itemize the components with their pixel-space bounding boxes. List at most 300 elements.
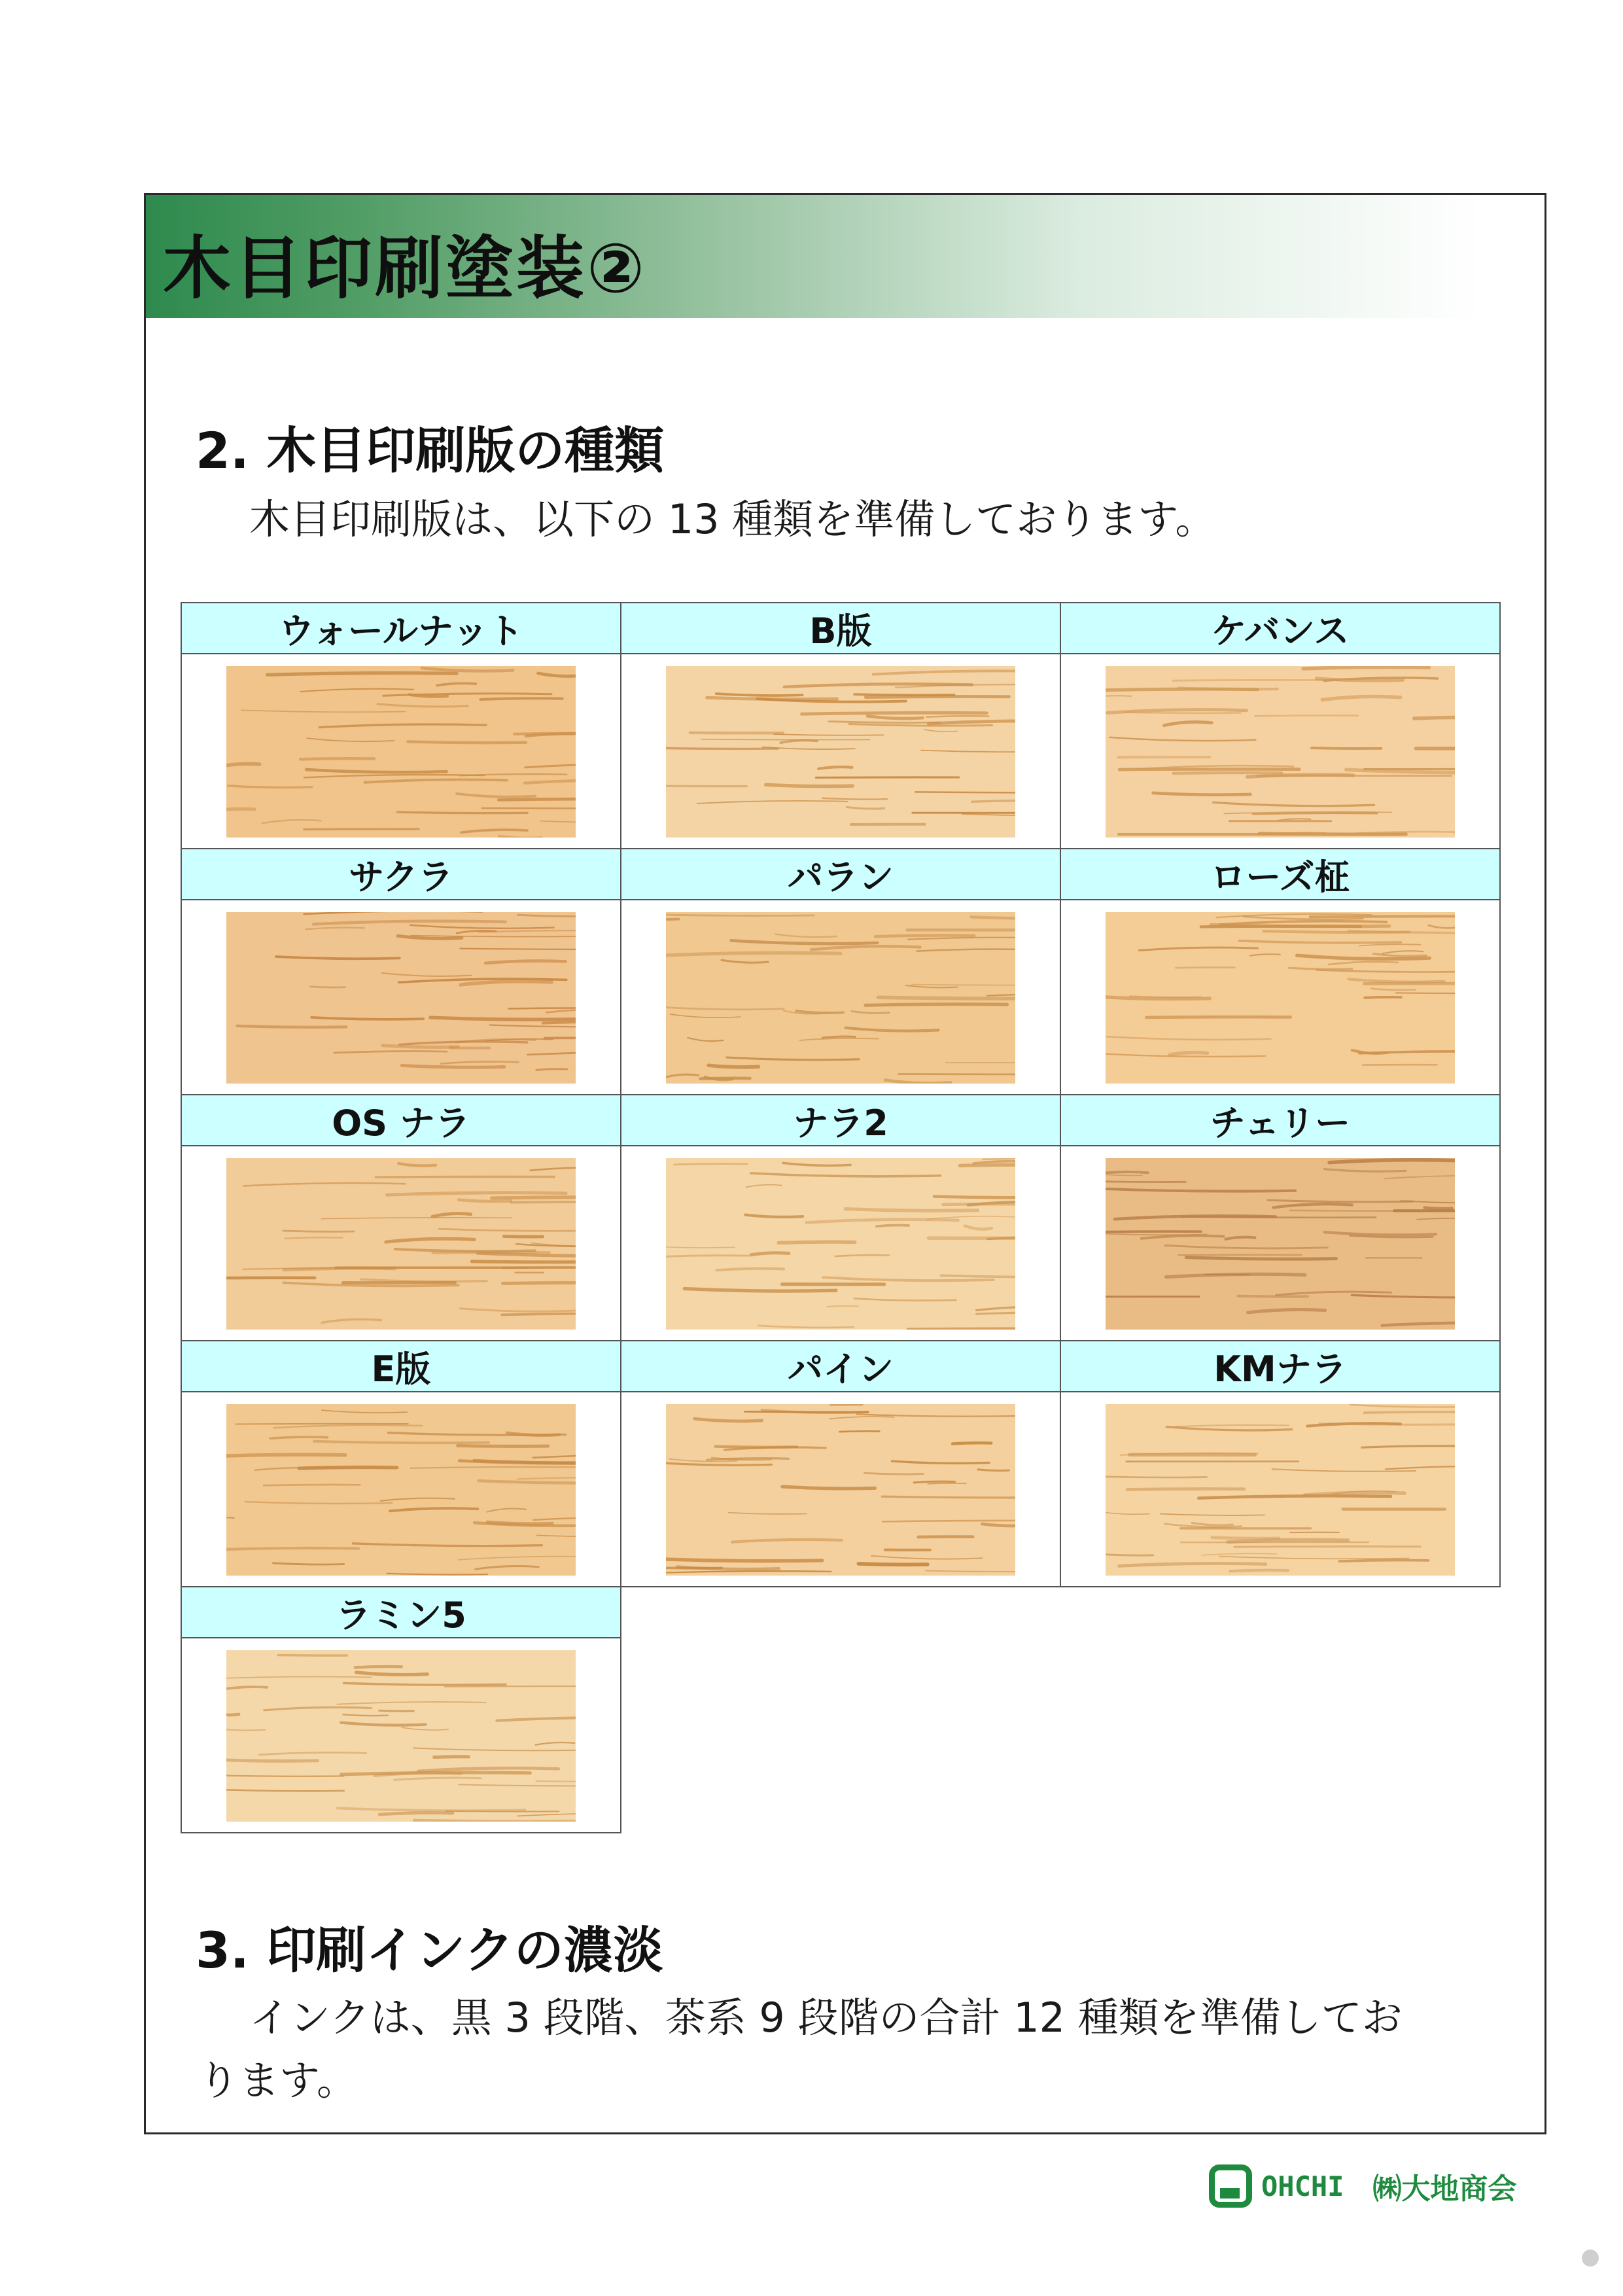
grain-stroke (666, 1256, 749, 1257)
wood-grain-table (181, 602, 1499, 1832)
grain-stroke (978, 1470, 1009, 1471)
grain-stroke (398, 1163, 436, 1165)
wood-grain-sample (666, 912, 1015, 1084)
grain-stroke (446, 1811, 559, 1812)
grain-stroke (228, 786, 312, 788)
grain-stroke (307, 738, 394, 741)
grain-stroke (390, 1508, 478, 1511)
grain-stroke (1139, 947, 1257, 950)
wood-type-label: ナラ2 (621, 1095, 1060, 1146)
grain-stroke (525, 764, 576, 767)
grain-stroke (411, 1467, 576, 1468)
grain-stroke (1248, 1310, 1325, 1313)
grain-stroke (796, 1011, 843, 1013)
section-3-text-line-1: インクは、黒 3 段階、茶系 9 段階の合計 12 種類を準備してお (249, 1994, 1403, 2041)
grain-stroke (410, 925, 554, 928)
grain-stroke (1165, 1245, 1327, 1248)
grain-stroke (502, 1313, 576, 1315)
grain-stroke (226, 1517, 234, 1519)
grain-stroke (422, 668, 514, 671)
wood-type-cell (181, 1340, 621, 1587)
grain-stroke (867, 716, 923, 718)
grain-stroke (379, 1710, 414, 1711)
grain-stroke (965, 1226, 992, 1229)
company-name: ㈱大地商会 (1372, 2172, 1517, 2206)
grain-stroke (782, 1487, 875, 1489)
wood-type-cell (1060, 1094, 1501, 1341)
grain-stroke (684, 1289, 836, 1292)
grain-stroke (460, 1309, 576, 1311)
grain-stroke (319, 724, 486, 728)
grain-stroke (1239, 941, 1401, 943)
grain-stroke (800, 1038, 879, 1040)
grain-stroke (822, 798, 887, 800)
grain-stroke (908, 1328, 1015, 1329)
grain-stroke (402, 1727, 448, 1730)
grain-stroke (383, 1046, 458, 1048)
grain-stroke (479, 1481, 576, 1483)
wood-grain-sample (226, 912, 576, 1084)
grain-stroke (877, 1226, 909, 1227)
grain-stroke (499, 836, 542, 838)
grain-stroke (357, 1672, 428, 1675)
grain-stroke (481, 698, 563, 699)
grain-stroke (338, 1808, 525, 1810)
grain-stroke (827, 1306, 858, 1307)
grain-stroke (776, 934, 837, 937)
grain-stroke (1329, 1160, 1455, 1163)
grain-stroke (916, 949, 1015, 951)
grain-stroke (1106, 1174, 1142, 1175)
grain-stroke (973, 1161, 1015, 1163)
grain-stroke (227, 764, 259, 765)
grain-stroke (375, 1176, 554, 1177)
grain-stroke (459, 1461, 576, 1463)
logo-text: OHCHI (1261, 2170, 1344, 2202)
grain-stroke (305, 928, 364, 930)
grain-stroke (666, 953, 841, 955)
wood-type-cell (620, 848, 1061, 1095)
wood-grain-sample (1106, 666, 1455, 838)
grain-stroke (695, 1419, 762, 1421)
grain-stroke (314, 1441, 489, 1443)
grain-stroke (498, 799, 576, 800)
grain-stroke (784, 684, 972, 686)
grain-stroke (847, 807, 884, 809)
grain-stroke (382, 973, 472, 976)
grain-stroke (829, 722, 941, 723)
grain-stroke (457, 794, 535, 797)
footer (1209, 2161, 1516, 2211)
grain-stroke (306, 769, 446, 772)
wood-type-cell (1060, 1340, 1501, 1587)
grain-stroke (1106, 997, 1210, 999)
grain-stroke (701, 739, 869, 740)
grain-stroke (321, 1218, 512, 1219)
section-3-text (198, 1987, 1507, 2112)
section-2-heading: 2. 木目印刷版の種類 (196, 421, 665, 480)
grain-stroke (492, 1197, 576, 1198)
grain-stroke (226, 1677, 371, 1680)
grain-stroke (879, 997, 1016, 998)
grain-stroke (1362, 1446, 1455, 1447)
grain-stroke (301, 689, 414, 692)
grain-stroke (497, 1718, 576, 1721)
wood-type-label: ローズ柾 (1061, 849, 1499, 900)
grain-stroke (1276, 1292, 1391, 1295)
grain-stroke (440, 1062, 518, 1064)
grain-stroke (1319, 1424, 1455, 1425)
grain-stroke (728, 1513, 807, 1514)
grain-stroke (857, 1415, 1015, 1417)
grain-stroke (395, 1249, 535, 1251)
grain-stroke (1106, 1231, 1201, 1232)
grain-stroke (341, 1723, 425, 1725)
grain-stroke (1213, 802, 1374, 805)
grain-stroke (823, 1277, 994, 1280)
wood-type-cell (620, 1094, 1061, 1341)
grain-stroke (972, 800, 1015, 802)
grain-stroke (865, 697, 1009, 698)
grain-stroke (818, 767, 852, 769)
grain-stroke (377, 704, 468, 707)
grain-stroke (459, 1784, 576, 1786)
wood-type-label: パイン (621, 1341, 1060, 1392)
grain-stroke (439, 1229, 576, 1231)
wood-type-label: B版 (621, 603, 1060, 654)
wood-type-cell (181, 1586, 621, 1833)
grain-stroke (485, 961, 565, 963)
grain-stroke (1350, 1405, 1455, 1407)
grain-stroke (1324, 1169, 1406, 1172)
grain-stroke (276, 957, 400, 959)
grain-stroke (411, 936, 576, 937)
grain-stroke (1414, 717, 1455, 718)
grain-stroke (1359, 944, 1421, 945)
grain-stroke (360, 1279, 487, 1281)
grain-stroke (1303, 667, 1429, 669)
grain-stroke (688, 1038, 724, 1041)
wood-grain-sample (226, 1158, 576, 1330)
grain-stroke (926, 716, 988, 717)
grain-stroke (344, 1683, 506, 1685)
grain-stroke (517, 1813, 576, 1816)
grain-stroke (1107, 1036, 1271, 1040)
grain-stroke (226, 1548, 358, 1550)
grain-stroke (1179, 688, 1278, 690)
grain-stroke (526, 733, 576, 735)
grain-stroke (882, 1521, 1015, 1522)
grain-stroke (758, 1326, 853, 1328)
grain-stroke (458, 1445, 548, 1446)
wood-grain-sample (666, 666, 1015, 838)
grain-stroke (226, 1790, 344, 1791)
grain-stroke (716, 694, 803, 696)
grain-stroke (389, 1433, 566, 1436)
grain-stroke (1382, 1323, 1455, 1326)
grain-stroke (666, 1571, 831, 1573)
grain-stroke (1365, 997, 1401, 998)
wood-grain-sample (226, 1650, 576, 1822)
grain-stroke (311, 1017, 423, 1019)
grain-stroke (871, 1556, 982, 1559)
grain-stroke (926, 1571, 1015, 1572)
grain-stroke (1153, 793, 1251, 795)
grain-stroke (666, 1006, 784, 1010)
grain-stroke (1425, 1208, 1452, 1209)
grain-stroke (1142, 1236, 1224, 1239)
grain-stroke (722, 960, 768, 963)
grain-stroke (432, 1214, 471, 1217)
grain-stroke (1109, 737, 1255, 741)
grain-stroke (300, 758, 374, 759)
grain-stroke (829, 1417, 894, 1419)
grain-stroke (1289, 968, 1352, 969)
grain-stroke (1106, 1476, 1207, 1477)
grain-stroke (1371, 989, 1416, 990)
grain-stroke (941, 1275, 1016, 1277)
grain-stroke (885, 1080, 951, 1084)
grain-stroke (408, 742, 527, 743)
grain-stroke (1166, 1427, 1292, 1430)
company-logo-icon (1209, 2164, 1252, 2208)
wood-type-cell (1060, 602, 1501, 849)
section-2-text: 木目印刷版は、以下の 13 種類を準備しております。 (249, 495, 1216, 543)
grain-stroke (379, 1813, 453, 1814)
grain-stroke (1166, 1274, 1305, 1277)
grain-stroke (540, 821, 576, 823)
grain-stroke (226, 1455, 345, 1457)
wood-type-cell (181, 848, 621, 1095)
grain-stroke (413, 1748, 576, 1751)
grain-stroke (397, 812, 527, 813)
grain-stroke (1352, 1295, 1455, 1298)
grain-stroke (666, 1074, 699, 1078)
grain-stroke (259, 1752, 366, 1754)
grain-stroke (865, 1473, 924, 1474)
grain-stroke (1176, 1425, 1289, 1426)
grain-stroke (304, 912, 483, 914)
grain-stroke (386, 1239, 474, 1242)
grain-stroke (1339, 1561, 1428, 1562)
grain-stroke (780, 741, 817, 743)
grain-stroke (1161, 1514, 1265, 1515)
grain-stroke (865, 1004, 1007, 1006)
grain-stroke (666, 1559, 822, 1561)
grain-stroke (731, 940, 878, 944)
grain-stroke (226, 1728, 265, 1730)
grain-stroke (746, 1185, 782, 1188)
grain-stroke (717, 1269, 784, 1270)
grain-stroke (1106, 1189, 1296, 1192)
grain-stroke (1230, 1570, 1288, 1572)
wood-type-cell (620, 602, 1061, 849)
grain-stroke (273, 1563, 344, 1564)
grain-stroke (460, 774, 567, 775)
grain-stroke (402, 1065, 504, 1067)
grain-stroke (536, 1069, 567, 1070)
grain-stroke (908, 938, 1015, 940)
grain-stroke (1226, 1237, 1255, 1239)
grain-stroke (387, 1193, 567, 1195)
grain-stroke (399, 1042, 527, 1045)
grain-stroke (1329, 962, 1398, 964)
grain-stroke (1364, 1412, 1455, 1413)
grain-stroke (387, 1574, 488, 1575)
grain-stroke (476, 1566, 539, 1569)
grain-stroke (1429, 925, 1455, 928)
grain-stroke (503, 1283, 576, 1284)
grain-stroke (394, 1778, 481, 1780)
grain-stroke (459, 1200, 511, 1201)
grain-stroke (666, 1463, 772, 1465)
grain-stroke (977, 1313, 1015, 1315)
grain-stroke (852, 1012, 889, 1014)
grain-stroke (783, 1163, 850, 1165)
grain-stroke (745, 1215, 803, 1217)
grain-stroke (546, 1010, 576, 1013)
grain-stroke (322, 1410, 408, 1413)
grain-stroke (1385, 1176, 1456, 1179)
grain-stroke (512, 1202, 576, 1203)
wood-type-label: パラン (621, 849, 1060, 900)
grain-stroke (811, 946, 920, 949)
grain-stroke (835, 1255, 890, 1256)
grain-stroke (873, 671, 1015, 674)
grain-stroke (487, 1509, 526, 1512)
grain-stroke (823, 1036, 856, 1038)
grain-stroke (921, 751, 1015, 752)
grain-stroke (508, 1008, 576, 1009)
grain-stroke (732, 1540, 841, 1542)
grain-stroke (892, 1461, 989, 1463)
grain-stroke (1186, 1258, 1336, 1260)
grain-stroke (304, 775, 484, 777)
wood-type-label: ケバンス (1061, 603, 1499, 654)
grain-stroke (875, 936, 974, 937)
grain-stroke (751, 1253, 789, 1255)
grain-stroke (708, 1065, 758, 1067)
grain-stroke (244, 1183, 406, 1186)
grain-stroke (802, 713, 987, 714)
grain-stroke (1312, 748, 1381, 749)
grain-stroke (1325, 1232, 1436, 1235)
grain-stroke (533, 1455, 576, 1458)
wood-grain-sample (1106, 912, 1455, 1084)
grain-stroke (1202, 1553, 1276, 1555)
grain-stroke (543, 1021, 576, 1023)
grain-stroke (1192, 1523, 1232, 1526)
grain-stroke (245, 1502, 393, 1504)
grain-stroke (854, 1299, 956, 1301)
grain-stroke (774, 734, 883, 735)
grain-stroke (355, 1667, 402, 1668)
grain-stroke (914, 1481, 954, 1483)
grain-stroke (353, 1544, 542, 1546)
wood-type-label: ラミン5 (182, 1587, 620, 1638)
grain-stroke (1219, 1557, 1409, 1559)
wood-grain-sample (226, 1404, 576, 1576)
grain-stroke (1106, 696, 1131, 698)
grain-stroke (839, 1431, 879, 1432)
grain-stroke (414, 1820, 576, 1822)
grain-stroke (445, 1686, 576, 1687)
grain-stroke (674, 1164, 748, 1165)
grain-stroke (1106, 1513, 1149, 1515)
grain-stroke (1164, 722, 1212, 725)
grain-stroke (1386, 1466, 1455, 1470)
wood-grain-sample (1106, 1158, 1455, 1330)
grain-stroke (1317, 970, 1455, 972)
grain-stroke (666, 1246, 735, 1248)
wood-type-label: チェリー (1061, 1095, 1499, 1146)
grain-stroke (241, 710, 406, 712)
grain-stroke (226, 1759, 317, 1761)
wood-type-cell (1060, 848, 1501, 1095)
grain-stroke (807, 1220, 958, 1223)
grain-stroke (459, 1557, 576, 1560)
wood-type-label: サクラ (182, 849, 620, 900)
grain-stroke (766, 785, 853, 786)
grain-stroke (928, 721, 1015, 724)
grain-stroke (334, 1051, 447, 1053)
grain-stroke (262, 820, 321, 823)
grain-stroke (517, 1477, 576, 1479)
grain-stroke (531, 1168, 576, 1171)
grain-stroke (1264, 931, 1410, 932)
grain-stroke (982, 1524, 1015, 1526)
grain-stroke (268, 673, 457, 675)
grain-stroke (1417, 1218, 1455, 1220)
grain-stroke (278, 1655, 347, 1656)
grain-stroke (1310, 916, 1455, 917)
wood-type-label: E版 (182, 1341, 620, 1392)
grain-stroke (536, 1742, 575, 1745)
grain-stroke (1182, 1217, 1376, 1218)
grain-stroke (419, 1768, 559, 1771)
wood-grain-sample (1106, 1404, 1455, 1576)
grain-stroke (983, 1158, 1015, 1159)
grain-stroke (1248, 775, 1353, 777)
grain-stroke (430, 1017, 576, 1019)
grain-stroke (971, 917, 1016, 919)
grain-stroke (285, 1237, 343, 1238)
grain-stroke (226, 1687, 268, 1689)
grain-stroke (849, 724, 992, 726)
wood-type-label: ウォールナット (182, 603, 620, 654)
grain-stroke (1322, 696, 1401, 699)
grain-stroke (1374, 954, 1427, 957)
grain-stroke (677, 1567, 779, 1570)
grain-stroke (1382, 951, 1423, 953)
section-3-heading: 3. 印刷インクの濃淡 (196, 1921, 663, 1979)
grain-stroke (977, 1307, 1015, 1310)
grain-stroke (1119, 1563, 1266, 1566)
grain-stroke (666, 915, 814, 916)
grain-stroke (882, 1496, 1015, 1498)
grain-stroke (962, 814, 1015, 815)
wood-type-cell (620, 1340, 1061, 1587)
content-frame (144, 193, 1546, 2134)
grain-stroke (778, 1242, 855, 1243)
grain-stroke (322, 1319, 381, 1322)
grain-stroke (533, 1518, 576, 1520)
grain-stroke (343, 1714, 388, 1716)
grain-stroke (1268, 1200, 1412, 1202)
title-banner (146, 195, 1483, 318)
grain-stroke (518, 915, 576, 916)
grain-stroke (338, 1702, 486, 1704)
